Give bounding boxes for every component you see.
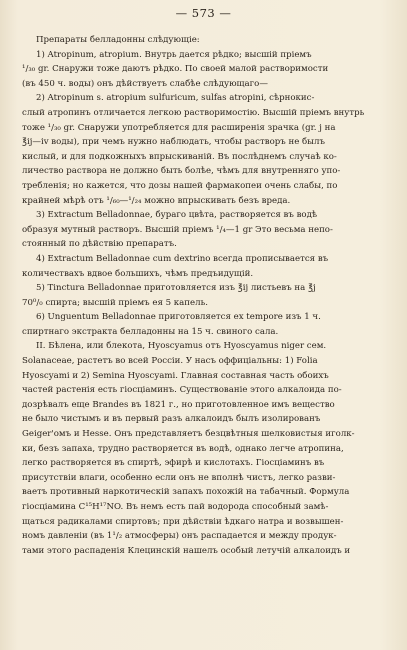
paragraph-atropinum: 1) Atropinum, atropium. Внутрь дается рѣдко; высшій пріемъ ¹/₃₀ gr. Снаружи тоже даютъ рѣдко. По своей малой растворимости (въ 450 ч. воды) онъ дѣйствуетъ слабѣе слѣдующаго— <box>22 49 329 89</box>
paragraph-extractum-dextrino: 4) Extractum Belladonnae cum dextrino всегда прописывается въ количествахъ вдвое большихъ, чѣмъ предъидущій. <box>22 253 329 279</box>
paragraph-atropinum-sulfuricum: 2) Atropinum s. atropium sulfuricum, sulfas atropini, сѣрнокис- слый атропинъ отличается легкою растворимостію. Высшій пріемъ внутрь тоже ¹/₃₀ gr. Снаружи употребляется для расширенія зрачка (gr. j на ℥ij—iv воды), при чемъ нужно наблюдать, чтобы растворъ не былъ кислый, и для подкожныхъ впрыскиваній. Въ послѣднемъ случаѣ ко- личество раствора не должно быть болѣе, чѣмъ для внутренняго упо- требленія; но кажется, что дозы нашей фармакопеи очень слабы, по крайней мѣрѣ отъ ¹/₆₀—¹/₂₄ можно впрыскивать безъ вреда. <box>22 93 365 206</box>
paragraph-hyoscyamus: II. Бѣлена, или блекота, Hyoscyamus отъ Hyoscyamus niger сем. Solanaceae, растетъ во всей Россіи. У насъ оффиціальны: 1) Folia Hyoscyami и 2) Semina Hyoscyami. Главная составная часть обоихъ частей растенія есть гіосціаминъ. Существованіе этого алкалоида по- дозрѣвалъ еще Brandes въ 1821 г., но приготовленное имъ вещество не было чистымъ и въ первый разъ алкалоидъ былъ изолированъ Geiger'омъ и Hesse. Онъ представляетъ безцвѣтныя шелковистыя иголк- ки, безъ запаха, трудно растворяется въ водѣ, однако легче атропина, легко растворяется въ спиртѣ, эфирѣ и кислотахъ. Гіосціаминъ въ присутствіи влаги, особенно если онъ не вполнѣ чистъ, легко разви- ваетъ противный наркотическій запахъ похожій на табачный. Формула гіосціамина C¹⁵H¹⁷NO. Въ немъ есть пай водорода способный замѣ- щаться радикалами спиртовъ; при дѣйствіи ѣдкаго натра и возвышен- номъ давленіи (въ 1¹/₂ атмосферы) онъ распадается и между продук- тами этого распаденія Клецинскій нашелъ особый летучій алкалоидъ и <box>22 341 355 556</box>
paragraph-extractum-belladonnae: 3) Extractum Belladonnae, бураго цвѣта, растворяется въ водѣ образуя мутный растворъ. Высшій пріемъ ¹/₄—1 gr Это весьма непо- стоянный по дѣйствію препаратъ. <box>22 210 333 250</box>
paragraph-preparations-intro: Препараты белладонны слѣдующіе: <box>36 35 200 45</box>
page-number: — 573 — <box>175 6 232 20</box>
paragraph-tinctura: 5) Tinctura Belladonnae приготовляется изъ ℥ij листьевъ на ℥j 70⁰/₀ спирта; высшій пріемъ ея 5 капель. <box>22 283 316 308</box>
paragraph-unguentum: 6) Unguentum Belladonnae приготовляется ex tempore изъ 1 ч. спиртнаго экстракта белладонны на 15 ч. свиного сала. <box>22 312 321 337</box>
body-text <box>22 33 384 558</box>
